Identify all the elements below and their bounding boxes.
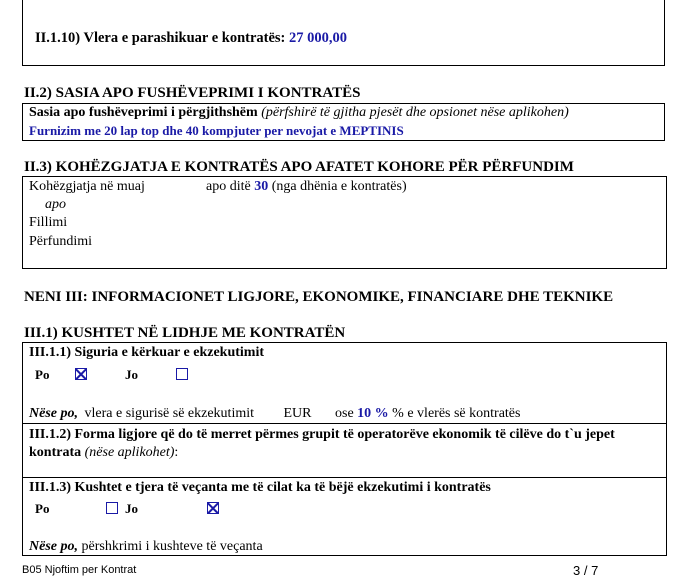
divider-1 xyxy=(23,423,666,424)
contract-value-line xyxy=(35,30,347,47)
special-jo-checkbox[interactable] xyxy=(207,502,219,514)
security-percent-text: % e vlerës së kontratës xyxy=(392,406,521,421)
legal-form-colon: : xyxy=(174,445,179,460)
contract-value: 27 000,00 xyxy=(289,30,348,46)
special-if-yes: Nëse po, xyxy=(29,539,78,554)
special-po-label: Po xyxy=(35,501,50,516)
legal-form-text xyxy=(29,426,659,462)
scope-value: Furnizim me 20 lap top dhe 40 kompjuter per nevojat e MEPTINIS xyxy=(29,123,404,138)
special-jo-label: Jo xyxy=(125,501,138,516)
security-title: III.1.1) Siguria e kërkuar e ekzekutimit xyxy=(29,345,265,360)
conditions-box xyxy=(22,342,667,556)
duration-apo: apo xyxy=(45,197,66,212)
duration-months-label: Kohëzgjatja në muaj xyxy=(29,179,145,194)
duration-days-line xyxy=(206,179,407,195)
special-detail-line xyxy=(29,539,263,555)
legal-form-note: (nëse aplikohet) xyxy=(84,445,175,460)
page-number: 3 / 7 xyxy=(573,563,599,578)
divider-2 xyxy=(23,477,666,478)
duration-days-value: 30 xyxy=(254,179,269,194)
duration-days-prefix: apo ditë xyxy=(206,179,251,194)
special-po-checkbox[interactable] xyxy=(106,502,118,514)
duration-days-suffix: (nga dhënia e kontratës) xyxy=(271,179,407,194)
scope-label: Sasia apo fushëveprimi i përgjithshëm xyxy=(29,105,258,120)
section-3-1-heading: III.1) KUSHTET NË LIDHJE ME KONTRATËN xyxy=(24,325,346,341)
security-po-checkbox[interactable] xyxy=(75,368,87,380)
footer-doc-label: B05 Njoftim per Kontrat xyxy=(22,564,137,576)
security-po-label: Po xyxy=(35,367,50,382)
section-2-3-heading: II.3) KOHËZGJATJA E KONTRATËS APO AFATET KOHORE PËR PËRFUNDIM xyxy=(24,159,574,175)
scope-line1 xyxy=(29,105,569,121)
contract-value-box xyxy=(22,0,665,66)
contract-value-label: II.1.10) Vlera e parashikuar e kontratës: xyxy=(35,30,286,46)
legal-form-title: III.1.2) Forma ligjore që do të merret përmes grupit të operatorëve ekonomik të cilëve do t`u jepet kontrata xyxy=(29,427,615,460)
duration-box xyxy=(22,176,667,269)
scope-box xyxy=(22,103,665,141)
section-2-2-heading: II.2) SASIA APO FUSHËVEPRIMI I KONTRATËS xyxy=(24,85,361,101)
security-jo-label: Jo xyxy=(125,367,138,382)
special-detail-text: përshkrimi i kushteve të veçanta xyxy=(81,539,263,554)
security-detail-line xyxy=(29,406,520,422)
duration-end: Përfundimi xyxy=(29,234,92,249)
security-value-text: vlera e sigurisë së ekzekutimit xyxy=(84,406,254,421)
special-conditions-title: III.1.3) Kushtet e tjera të veçanta me të cilat ka të bëjë ekzekutimi i kontratës xyxy=(29,480,491,495)
duration-start: Fillimi xyxy=(29,215,68,230)
security-if-yes: Nëse po, xyxy=(29,406,78,421)
article-3-heading: NENI III: INFORMACIONET LIGJORE, EKONOMIKE, FINANCIARE DHE TEKNIKE xyxy=(24,289,614,305)
security-or: ose xyxy=(335,406,354,421)
security-jo-checkbox[interactable] xyxy=(176,368,188,380)
security-percent: 10 % xyxy=(357,406,389,421)
security-eur: EUR xyxy=(283,406,312,421)
scope-note: (përfshirë të gjitha pjesët dhe opsionet nëse aplikohen) xyxy=(261,105,569,120)
